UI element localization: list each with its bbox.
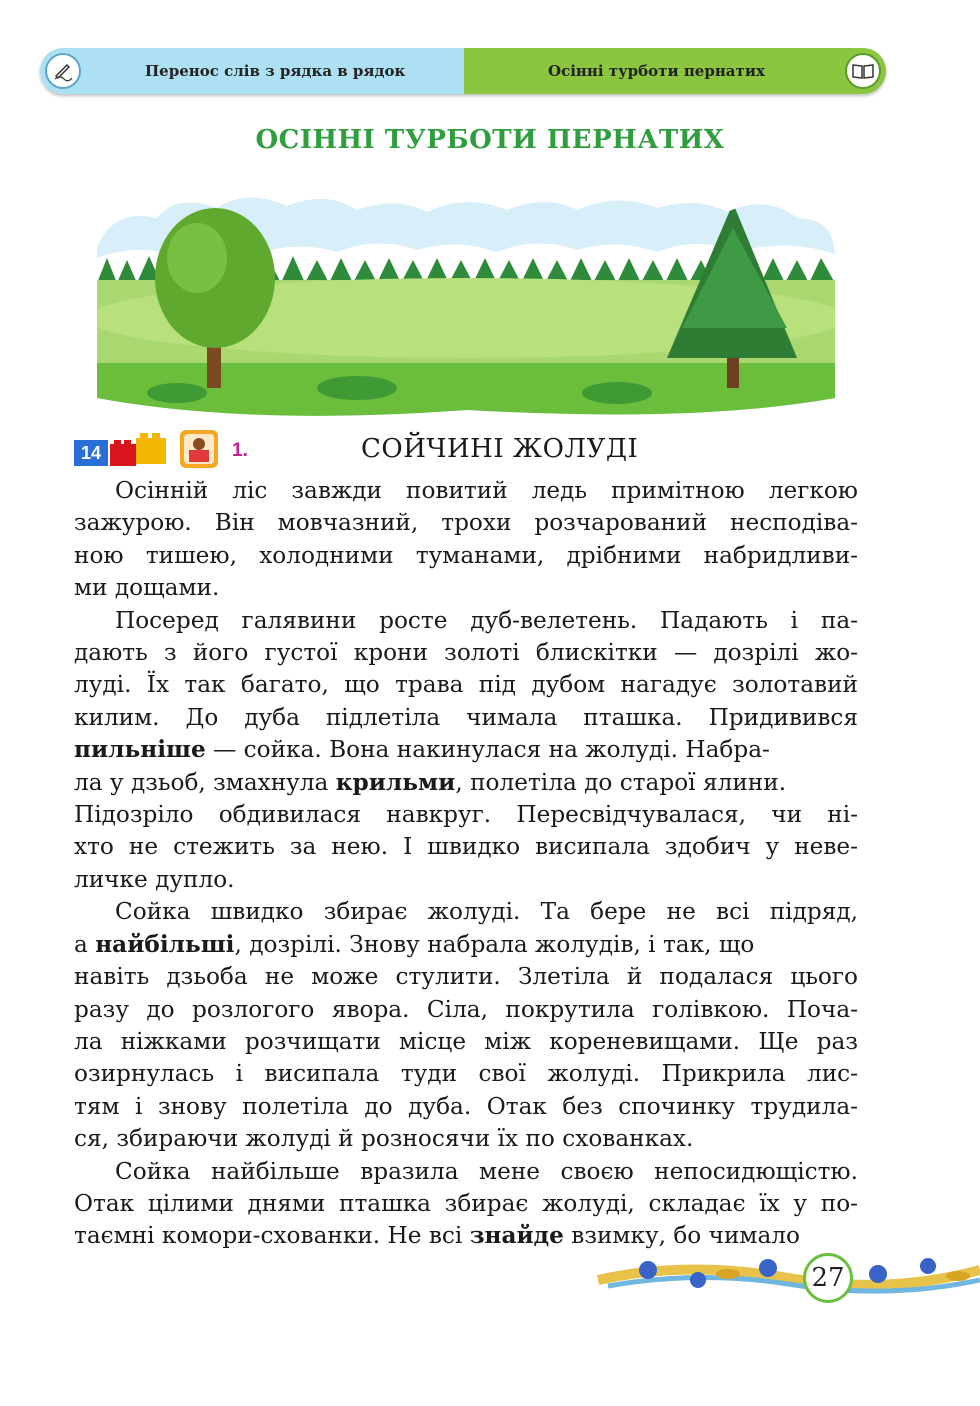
- text-line: дають з його густої крони золоті блискітки — дозрілі жо-: [74, 639, 858, 667]
- text-line: разу до розлогого явора. Сіла, покрутила голівкою. Поча-: [74, 995, 858, 1023]
- text-line: Посеред галявини росте дуб-велетень. Падають і па-: [115, 606, 858, 634]
- text-line: зажурою. Він мовчазний, трохи розчарований несподіва-: [74, 509, 858, 537]
- header-topic: Перенос слів з рядка в рядок: [145, 62, 406, 80]
- text-line: ся, збираючи жолуді й розносячи їх по схованках.: [74, 1125, 694, 1153]
- page-title: ОСІННІ ТУРБОТИ ПЕРНАТИХ: [255, 125, 725, 155]
- story-title: СОЙЧИНІ ЖОЛУДІ: [361, 434, 639, 464]
- text-line: навіть дзьоба не може стулити. Злетіла й подалася цього: [74, 963, 858, 991]
- bold-word: крильми: [335, 768, 456, 796]
- text-line: личке дупло.: [74, 865, 235, 893]
- text-fragment: ла у дзьоб, змахнула: [74, 768, 336, 796]
- open-book-icon: [845, 53, 881, 89]
- header-lesson: Осінні турботи пернатих: [548, 62, 765, 80]
- exercise-badge: 14: [74, 440, 108, 466]
- text-line: тям і знову полетіла до дуба. Отак без спочинку трудила-: [74, 1092, 858, 1120]
- pen-writing-icon: [45, 53, 81, 89]
- text-line: луді. Їх так багато, що трава під дубом нагадує золотавий: [74, 671, 858, 699]
- text-line: Сойка найбільше вразила мене своєю непосидющістю.: [115, 1157, 858, 1185]
- text-line: ми дощами.: [74, 574, 220, 602]
- bold-word: знайде: [469, 1222, 564, 1250]
- text-fragment: , дозрілі. Знову набрала жолудів, і так, що: [234, 930, 755, 958]
- running-header: [40, 48, 886, 94]
- bold-word: найбільші: [95, 930, 235, 958]
- header-right-section: [464, 48, 886, 94]
- text-fragment: взимку, бо чимало: [563, 1222, 800, 1250]
- forest-illustration: [97, 188, 835, 418]
- page-number: 27: [803, 1253, 853, 1303]
- header-left-section: [40, 48, 464, 94]
- text-line: ною тишею, холодними туманами, дрібними набридливи-: [74, 541, 858, 569]
- text-line: озирнулась і висипала туди свої жолуді. Прикрила лис-: [74, 1060, 858, 1088]
- text-line: килим. До дуба підлетіла чимала пташка. Придивився: [74, 703, 858, 731]
- text-fragment: , полетіла до старої ялини.: [455, 768, 787, 796]
- text-line: Осінній ліс завжди повитий ледь примітною легкою: [115, 477, 858, 504]
- text-line: [74, 767, 858, 799]
- text-fragment: а: [74, 930, 96, 958]
- text-fragment: таємні комори-схованки. Не всі: [74, 1222, 470, 1250]
- building-blocks-icon: [108, 430, 170, 468]
- text-line: Сойка швидко збирає жолуді. Та бере не всі підряд,: [115, 898, 858, 926]
- text-fragment: — сойка. Вона накинулася на жолуді. Набра-: [205, 736, 770, 764]
- text-line: Отак цілими днями пташка збирає жолуді, складає їх у по-: [74, 1189, 858, 1217]
- text-line: хто не стежить за нею. І швидко висипала здобич у неве-: [74, 833, 858, 861]
- wheat-cornflower-decoration: [588, 1240, 980, 1320]
- task-number: 1.: [232, 440, 248, 461]
- text-line: [74, 734, 858, 766]
- bold-word: пильніше: [74, 736, 206, 764]
- text-line: [74, 929, 858, 961]
- text-line: ла ніжками розчищати місце між кореневищами. Ще раз: [74, 1027, 858, 1055]
- task-header: [74, 428, 874, 470]
- text-line: Підозріло обдивилася навкруг. Пересвідчувалася, чи ні-: [74, 801, 858, 829]
- reading-child-icon: [178, 428, 220, 470]
- story-text: [74, 475, 858, 1253]
